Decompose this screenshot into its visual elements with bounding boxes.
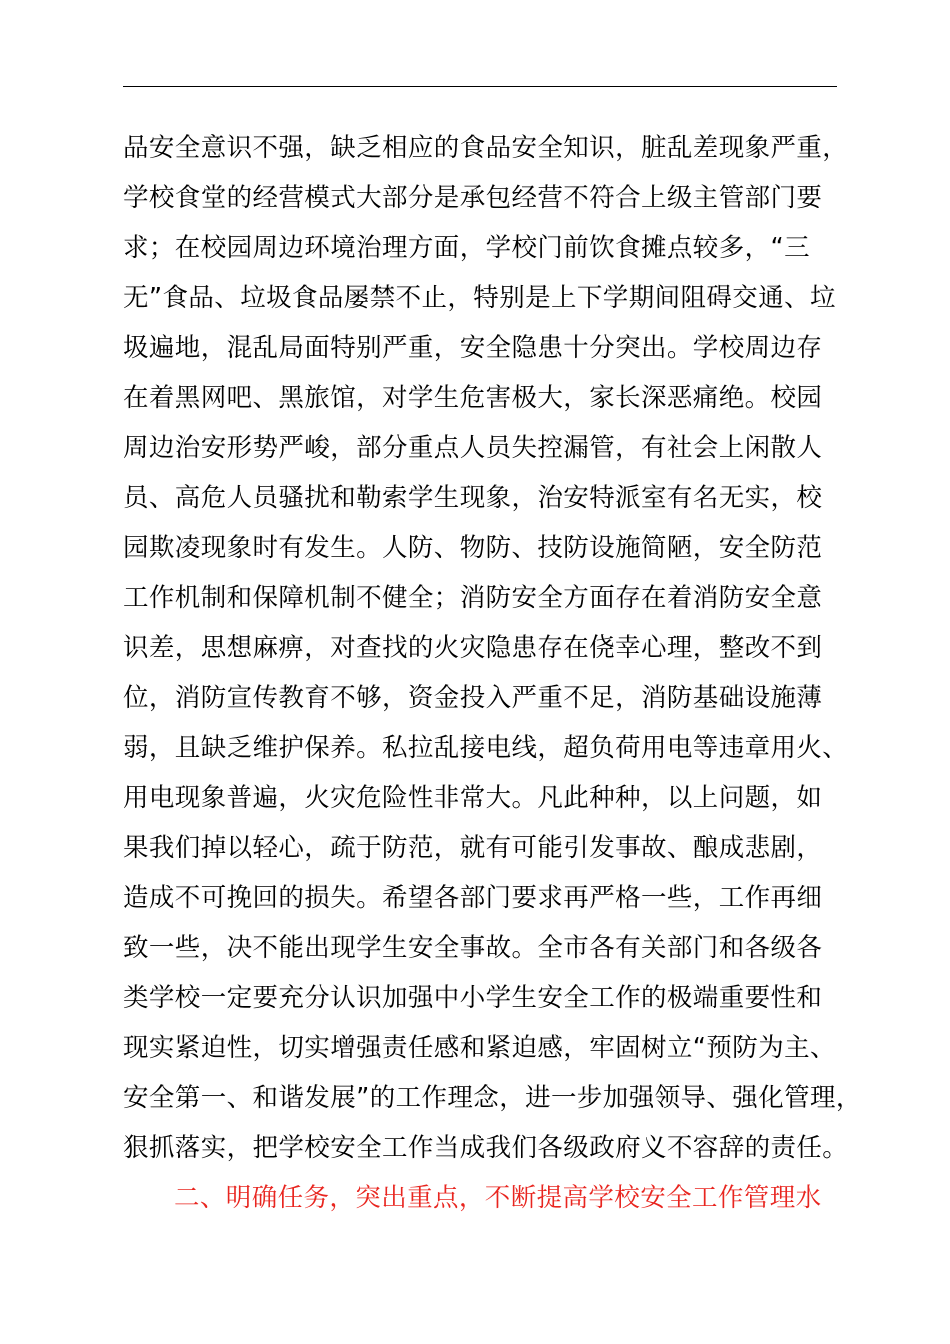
text-line: 安全第一、和谐发展”的工作理念，进一步加强领导、强化管理， [123, 1083, 862, 1113]
text-line: 在着黑网吧、黑旅馆，对学生危害极大，家长深恶痛绝。校园 [123, 383, 823, 413]
text-line: 周边治安形势严峻，部分重点人员失控漏管，有社会上闲散人 [123, 433, 823, 463]
text-line: 狠抓落实，把学校安全工作当成我们各级政府义不容辞的责任。 [123, 1133, 849, 1163]
text-line: 求；在校园周边环境治理方面，学校门前饮食摊点较多，“三 [123, 233, 811, 263]
text-line: 致一些，决不能出现学生安全事故。全市各有关部门和各级各 [123, 933, 823, 963]
text-line: 圾遍地，混乱局面特别严重，安全隐患十分突出。学校周边存 [123, 333, 823, 363]
text-line: 造成不可挽回的损失。希望各部门要求再严格一些，工作再细 [123, 883, 823, 913]
body-paragraph [123, 123, 863, 1173]
text-line: 识差，思想麻痹，对查找的火灾隐患存在侥幸心理，整改不到 [123, 633, 823, 663]
text-line: 无”食品、垃圾食品屡禁不止，特别是上下学期间阻碍交通、垃 [123, 283, 836, 313]
text-line: 位，消防宣传教育不够，资金投入严重不足，消防基础设施薄 [123, 683, 823, 713]
text-line: 用电现象普遍，火灾危险性非常大。凡此种种，以上问题，如 [123, 783, 823, 813]
text-line: 园欺凌现象时有发生。人防、物防、技防设施简陋，安全防范 [123, 533, 823, 563]
header-rule [123, 86, 837, 87]
text-line: 工作机制和保障机制不健全；消防安全方面存在着消防安全意 [123, 583, 823, 613]
text-line: 现实紧迫性，切实增强责任感和紧迫感，牢固树立“预防为主、 [123, 1033, 836, 1063]
text-line: 品安全意识不强，缺乏相应的食品安全知识，脏乱差现象严重， [123, 133, 849, 163]
text-line: 类学校一定要充分认识加强中小学生安全工作的极端重要性和 [123, 983, 823, 1013]
section-heading: 二、明确任务，突出重点，不断提高学校安全工作管理水 [174, 1183, 822, 1213]
text-line: 弱，且缺乏维护保养。私拉乱接电线，超负荷用电等违章用火、 [123, 733, 849, 763]
text-line: 果我们掉以轻心，疏于防范，就有可能引发事故、酿成悲剧， [123, 833, 823, 863]
text-line: 员、高危人员骚扰和勒索学生现象，治安特派室有名无实，校 [123, 483, 823, 513]
text-line: 学校食堂的经营模式大部分是承包经营不符合上级主管部门要 [123, 183, 823, 213]
